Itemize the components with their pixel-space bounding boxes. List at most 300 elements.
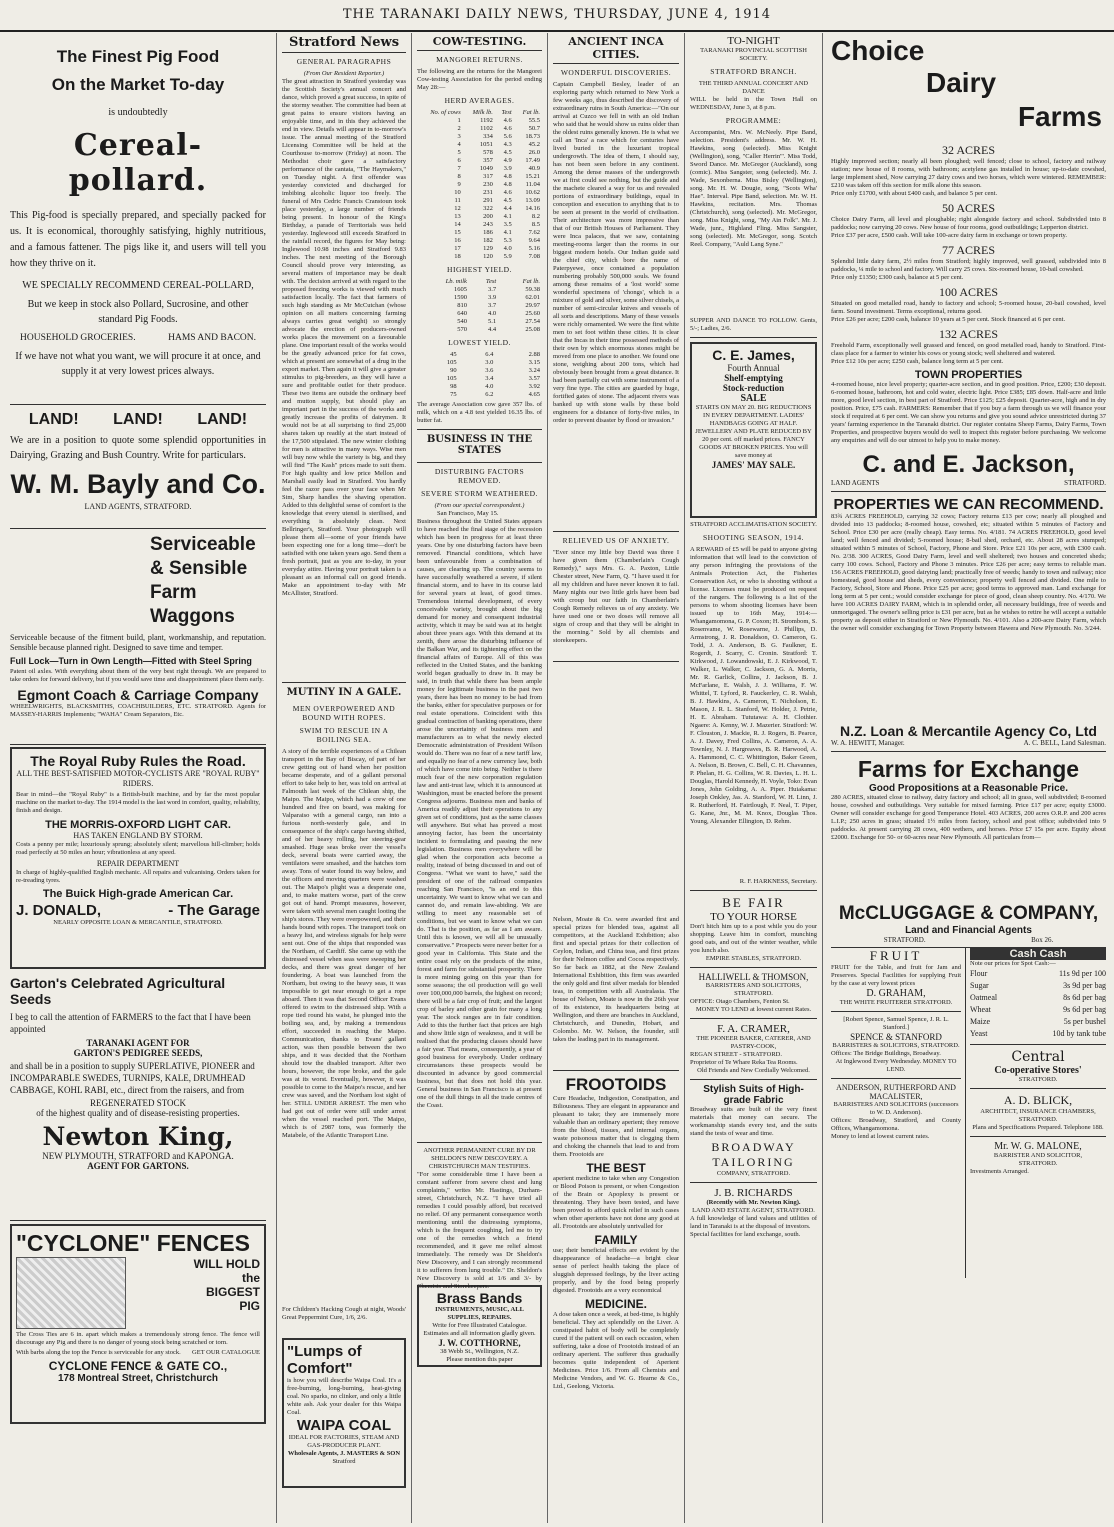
table-cell: 29.97 xyxy=(525,302,540,309)
table-cell: 3.5 xyxy=(503,221,512,228)
average-cow-note: The average Association cow gave 357 lbs. of milk, which on a 4.8 test yielded 16.35 lbs. of butter fat. xyxy=(417,401,542,424)
concert-details: WILL be held in the Town Hall on WEDNESDAY, June 3, at 8 p.m. xyxy=(690,96,817,111)
broadway-sub: COMPANY, STRATFORD. xyxy=(716,1170,791,1177)
table-cell: 17.49 xyxy=(525,157,540,164)
brass-bands-body: Write for Free Illustrated Catalogue. Estimates and all information gladly given. xyxy=(423,1322,536,1337)
mccluggage-name: McCLUGGAGE & COMPANY, xyxy=(838,903,1099,924)
table-cell: 14 xyxy=(454,221,461,228)
table-row xyxy=(417,302,542,310)
stratford-news-title: Stratford News xyxy=(282,35,406,53)
malone-sub: BARRISTER AND SOLICITOR, xyxy=(993,1152,1083,1159)
table-cell: 578 xyxy=(483,149,493,156)
royal-ruby-heading: The Royal Ruby Rules the Road. xyxy=(30,753,246,769)
james-name: C. E. James, xyxy=(712,347,795,363)
table-row xyxy=(417,310,542,318)
acres-32-heading: 32 ACRES xyxy=(941,143,995,157)
properties-recommend-heading: PROPERTIES WE CAN RECOMMEND. xyxy=(833,496,1104,513)
acres-132-heading: 132 ACRES xyxy=(938,327,998,341)
table-cell: 1 xyxy=(457,117,461,124)
bayly-sub: LAND AGENTS, STRATFORD. xyxy=(84,502,192,511)
table-cell: 9.64 xyxy=(528,237,540,244)
yield-column-header: Fat lb. xyxy=(522,278,540,285)
donald-sub: NEARLY OPPOSITE LOAN & MERCANTILE, STRATFORD. xyxy=(53,919,223,926)
table-row xyxy=(417,375,542,383)
spence-offices: Offices: The Bridge Buildings, Broadway. xyxy=(831,1050,941,1057)
table-row xyxy=(417,383,542,391)
waipa-body: is how you will describe Waipa Coal. It's a free-burning, long-burning, heat-giving coal. No sparks, no clinker, and only a little white ash. Ask your dealer for this Waipa Coal. xyxy=(287,1377,401,1416)
cash-heading: Cash Cash xyxy=(970,948,1106,960)
table-cell: 3.15 xyxy=(528,359,540,366)
business-body: Business throughout the United States appears to have reached the final stage of the recession which has been in progress for at least three years. One by one disturbing factors have been removed. Financial conditions, which have been unfavourable from a combination of causes, are clearing up. The country seems to have successfully weathered a severe, if silent financial storm, and to have in its course laid for several years at least, of good times. Tremendous internal development, of every conceivable variety, brought about the big demand for money and consequent industrial activity, which it may be said was at its height about three years ago. With this demand at its zenith, there arose the disturbing influence of the Balkan War, and its tightening effect on the financial affairs of Europe. All of this was reflected in the United States, and the banking world began gradually to draw in. It may be said, in truth that while there has been ample money for legitimate business in the past two years, there has been no money to be had from the banks, either for speculative purposes or for real estate operations. Coincident with this gradual contraction of banking operations, there arose the uncertainty of business men and manufacturers as to what the newly elected Democratic administration of President Wilson would do. There was no fear of a new tariff law, and equally no fear of a new currency law, both of which have come into being. Neither is there much fear of the new corporation regulation law and anti-trust law, which it is announced at Washington, must be enacted before the present Congress adjourns. Business men and banks of America readily adjust their operations to any given set of conditions, just as the same classes will anywhere. But what has proved a most annoying factor, has been the uncertainty incident to formulating and passing the new legislation. Business men everywhere will be glad when the corporation acts become a reality, instead of being discussed in and out of Congress. "What we want to have," said the president of one of the railroad companies reaching San Francisco, "is an end to this uncertainty. We want to know what we can and cannot do, and remain law-abiding. We are willing to meet any reasonable set of conditions, but we want to know what we can do. That is the position, as far as I am aware. Until this is known, we will all be unusually conservative." Prospects were never better for a good year in California. This State and the entire coast rely on the products of the mine, forest and farm for substantial prosperity. There is more mining going on this year than for some seasons; the oil production will go well over 100,000,000 barrels, the highest on record; there will be a fair crop of fruit; and the largest crop of barley and other grain for many a long year. The stock ranges are in fair condition. Add to this the further fact that prices are high and show little sign of weakness, and it will be realised that the producing classes should have a fair year. That means, consequently, a year of good business for everybody. Under ordinary circumstances these prospects would be discounted in advance by good commercial business, but that does not hold this year. General business in San Francisco is at present one of the dull things in all the trade centres of the Coast. xyxy=(417,518,542,1109)
richards-body: A full knowledge of land values and utilities of land in Taranaki is at the disposal of investors. xyxy=(690,1215,817,1230)
fruit-body: FRUIT for the Table, and fruit for Jam and Preserves. Special Facilities for supplying Fruit by the case at very lowest prices xyxy=(831,964,961,987)
best-heading: THE BEST xyxy=(586,1161,646,1175)
cow-testing-title: COW-TESTING. xyxy=(417,35,542,51)
cyclone-caption: With barbs along the top the Fence is serviceable for any stock. xyxy=(16,1349,181,1356)
table-cell: 322 xyxy=(483,205,493,212)
waipa-coal-name: WAIPA COAL xyxy=(296,1417,392,1434)
column-3 xyxy=(412,33,548,1523)
recommend-line: WE SPECIALLY RECOMMEND CEREAL-POLLARD, xyxy=(22,280,254,291)
newton-king-agent: AGENT FOR GARTONS. xyxy=(87,1161,189,1171)
table-cell: 15 xyxy=(454,229,461,236)
groceries-line xyxy=(10,333,266,343)
table-cell: 317 xyxy=(483,173,493,180)
royal-ruby-body: Bear in mind—the "Royal Ruby" is a British-built machine, and by far the most popular machine on the market to-day. The 1914 model is the last word in comfort, quality, reliability, finish and design. xyxy=(16,791,260,814)
cash-price-list xyxy=(970,968,1106,1040)
childrens-cough: For Children's Hacking Cough at night, Woods' Great Peppermint Cure, 1/6, 2/6. xyxy=(282,1306,406,1321)
table-cell: 540 xyxy=(457,318,467,325)
family-heading: FAMILY xyxy=(594,1233,638,1247)
table-cell: 4.5 xyxy=(503,149,512,156)
morris-oxford-body: Costs a penny per mile; luxuriously sprung; absolutely silent; marvellous hill-climber; holds road perfectly at 50 miles an hour; vibrationless at any speed. xyxy=(16,841,260,856)
mccluggage-box: Box 26. xyxy=(1031,936,1054,944)
malone-town: STRATFORD. xyxy=(1018,1160,1058,1167)
table-cell: 3.9 xyxy=(488,294,497,301)
table-row xyxy=(417,221,542,229)
broadway-tailoring: BROADWAY TAILORING xyxy=(711,1140,796,1169)
bayly-ad xyxy=(10,411,266,529)
pig-food-ad xyxy=(10,47,266,405)
table-cell: 3.92 xyxy=(528,383,540,390)
table-cell: 8.5 xyxy=(531,221,540,228)
table-cell: 4.4 xyxy=(488,326,497,333)
general-paragraphs: GENERAL PARAGRAPHS xyxy=(296,57,392,66)
jackson-name: C. and E. Jackson, xyxy=(862,451,1075,478)
table-cell: 62.01 xyxy=(525,294,540,301)
business-states-heading: BUSINESS IN THE STATES xyxy=(426,434,533,456)
table-cell: 2 xyxy=(457,125,461,132)
cyclone-the: the xyxy=(242,1271,260,1285)
fence-illustration xyxy=(16,1257,126,1329)
cereal-pollard-title: Cereal-pollard. xyxy=(68,128,208,198)
garton-agent: TARANAKI AGENT FOR xyxy=(86,1038,190,1048)
herd-column-header: No. of cows xyxy=(430,109,461,116)
table-cell: 4.3 xyxy=(503,141,512,148)
groceries-right: HAMS AND BACON. xyxy=(168,333,256,343)
halliwell-money: MONEY TO LEND at lowest current Rates. xyxy=(695,1006,812,1013)
acres-132-price: Price £12 10s per acre; £250 cash, balance long term at 5 per cent. xyxy=(831,358,1004,365)
waggon-h1: Serviceable xyxy=(150,534,256,555)
waggon-body-2: Patent oil axles. With everything about them of the very best right through. We are prepared to take orders for forward delivery, but if you would save time and disappointment place them early. xyxy=(10,668,266,683)
anderson-body: Offices: Broadway, Stratford, and County Offices, Whangamomona. xyxy=(831,1117,961,1132)
cash-price-row xyxy=(970,992,1106,1004)
highest-yield-table xyxy=(417,278,542,334)
pig-food-undoubtedly: is undoubtedly xyxy=(108,107,168,118)
waipa-coal-ad xyxy=(282,1338,406,1488)
cyclone-will-hold: WILL HOLD xyxy=(193,1257,260,1271)
table-row xyxy=(417,359,542,367)
table-cell: 182 xyxy=(483,237,493,244)
table-row xyxy=(417,213,542,221)
halliwell-sub: BARRISTERS AND SOLICITORS, STRATFORD. xyxy=(705,982,802,997)
table-cell: 1590 xyxy=(453,294,467,301)
table-cell: 5.6 xyxy=(503,133,512,140)
richards-land: LAND AND ESTATE AGENT, STRATFORD. xyxy=(692,1207,815,1214)
mccluggage-town: STRATFORD. xyxy=(883,936,926,944)
cash-price: 9s 6d per bag xyxy=(1063,1005,1106,1014)
column-5 xyxy=(685,33,823,1523)
cash-item: Wheat xyxy=(970,1005,991,1014)
nz-loan-salesman: A. C. BELL, Land Salesman. xyxy=(1023,739,1106,747)
mutiny-body: A story of the terrible experiences of a Chilean transport in the Bay of Biscay, of part of her crew getting out of hand when her position became desperate, and of a gallant personal effort to take help to her, was told on arrival at Falmouth last week of the Chilean ship, the Maipo. The Maipo, which had a crew of one hundred and five on board, was making for Valparaiso with a general cargo, ran into a furious north-westerly gale, and in consequence of the ship's cargo having shifted, and of her heavy rolling, her steering-gear smashed. Huge seas broke over the vessel's deck, several boats were carried away, the ventilators were smashed, and the hatches torn away. Tons of water found its way below, and the officers and moving quarters were washed out. The Maipo's plight was a desperate one, and, to make matters worse, part of the crew got out of hand. Prompt measures, however, were taken with several men caught looting the ship's stores. They were overpowered, and their hands bound with ropes. The transport took on a heavy list, and wireless signals for help were sent out. One of the ships that responded was the Northam, of Cardiff. She came up with the distressed vessel when seas were sweeping her decks, and there was great danger of her foundering. A boat was launched from the Northam, but owing to the heavy seas, it was impossible to get near enough to get a rope aboard. Then it was that Second Officer Evans offered to swim to the distressed ship. With a rope tied round his waist, he plunged into the boiling sea, and, by making a tremendous effort, succeeded in reaching the Maipo. Communication, thanks to Evans' gallant action, was then possible between the two ships, and it was decided that the Northam should tow the disabled transport. After two hours, however, the rope broke, and the gale was at its worst. Eventually, however, it was possible to come to the Maipo's rescue, and her crew was saved, and the Northam lost sight of her. STILL UNDER ARREST. The men who had got out of order were still under arrest when the vessel reached port. The Maipo, which is of 2987 tons, was formerly the Matabele, of the Atlantic Transport Line. xyxy=(282,748,406,1139)
table-row xyxy=(417,237,542,245)
waggon-ad xyxy=(10,533,266,745)
town-properties-heading: TOWN PROPERTIES xyxy=(914,369,1023,381)
table-cell: 27.54 xyxy=(525,318,540,325)
table-cell: 11 xyxy=(454,197,461,204)
cash-item: Sugar xyxy=(970,981,989,990)
business-sub-2: SEVERE STORM WEATHERED. xyxy=(421,489,538,498)
table-cell: 570 xyxy=(457,326,467,333)
table-cell: 291 xyxy=(483,197,493,204)
table-cell: 12 xyxy=(454,205,461,212)
bottom-ads xyxy=(831,947,1106,1278)
table-cell: 4.9 xyxy=(503,157,512,164)
acres-100-price: Price £26 per acre; £200 cash, balance 10 years at 5 per cent. Stock financed at 6 per cent. xyxy=(831,316,1066,323)
acres-100-body: Situated on good metalled road, handy to factory and school; 5-roomed house, 20-bail cowshed, level farm. Sound investment. Terms exceptional, returns good. xyxy=(831,300,1106,315)
table-cell: 55.5 xyxy=(528,117,540,124)
town-properties-body: 4-roomed house, nice level property; quarter-acre section, and in good position. Price, £200; £30 deposit. 6-roomed house, bathroom, hot and cold water, electric light. Price £385; £85 down. Half-acre and little more, good level section, in best part of Stratford. Price £125; £25 deposit. Quarter-acre, high and in dry position. Price, £75 cash. FARMERS: Remember that if you buy a farm through us we will finance your stock if required at 6 per cent. We can show you returns and give you sound advice unrestricted during 37 years' farming experience in the Taranaki district. Our register contains Sheep Farms, Dairy Farms, Town Properties, and prospective buyers would do well to inspect this register before purchasing. We welcome any enquiries and will do our utmost to help you to make money. xyxy=(831,381,1106,444)
groceries-left: HOUSEHOLD GROCERIES. xyxy=(20,333,136,343)
be-fair-body: Don't hitch him up to a post while you do your shopping. Leave him in comfort, munching good oats, and out of the winter weather, while you lunch also. xyxy=(690,923,817,954)
james-line-3: Stock-reduction xyxy=(722,383,785,393)
egmont-coach-name: Egmont Coach & Carriage Company xyxy=(17,687,259,703)
table-cell: 231 xyxy=(483,189,493,196)
table-cell: 1051 xyxy=(479,141,493,148)
mutiny-sub-2: SWIM TO RESCUE IN A BOILING SEA. xyxy=(299,726,389,744)
donald-name: J. DONALD, xyxy=(16,902,102,919)
newton-king-towns: NEW PLYMOUTH, STRATFORD and KAPONGA. xyxy=(42,1151,234,1161)
nz-loan-manager: W. A. HEWITT, Manager. xyxy=(831,739,905,747)
lowest-yield-table xyxy=(417,351,542,399)
cash-intro: Note our prices for Spot Cash:— xyxy=(970,960,1056,967)
table-cell: 4.1 xyxy=(503,213,512,220)
cyclone-heading: "CYCLONE" FENCES xyxy=(16,1230,250,1256)
column-1 xyxy=(0,33,277,1523)
egmont-coach-sub: WHEELWRIGHTS, BLACKSMITHS, COACHBUILDERS, ETC. STRATFORD. Agents for MASSEY-HARRIS Implements; "WAHA" Cream Separators, Etc. xyxy=(10,703,266,718)
table-row xyxy=(417,229,542,237)
cyclone-address: 178 Montreal Street, Christchurch xyxy=(57,1373,219,1384)
table-row xyxy=(417,391,542,399)
table-cell: 40.9 xyxy=(528,165,540,172)
cash-price: 5s per bushel xyxy=(1063,1017,1106,1026)
blick-name: A. D. BLICK, xyxy=(1003,1093,1073,1107)
cash-price-row xyxy=(970,1004,1106,1016)
choice-dairy-header xyxy=(831,35,1106,143)
table-cell: 5.1 xyxy=(488,318,497,325)
table-cell: 5.16 xyxy=(528,245,540,252)
garton-body: and shall be in a position to supply SUPERLATIVE, PIONEER and INCOMPARABLE SWEDES, TURNIPS, KALE, DRUMHEAD CABBAGE, KOHL RABI, etc., direct from the raisers, and from xyxy=(10,1061,255,1095)
table-row xyxy=(417,326,542,334)
land-body: We are in a position to quote some splendid opportunities in Dairying, Grazing and Bush Country. Write for particulars. xyxy=(10,435,266,461)
table-cell: 90 xyxy=(450,367,457,374)
garton-ad xyxy=(10,975,266,1221)
buick-line: The Buick High-grade American Car. xyxy=(42,888,234,900)
garton-intro: I beg to call the attention of FARMERS to the fact that I have been appointed xyxy=(10,1012,251,1034)
acclimatisation-society: STRATFORD ACCLIMATISATION SOCIETY. xyxy=(690,521,817,528)
graham-name: D. GRAHAM, xyxy=(866,988,926,999)
table-cell: 7.08 xyxy=(528,253,540,260)
cyclone-body: The Cross Ties are 6 in. apart which makes a tremendously strong fence. The fence will discourage any Pig and there is no danger of young stock being scratched or torn. xyxy=(16,1331,260,1346)
garton-pedigree: GARTON'S PEDIGREE SEEDS, xyxy=(73,1048,203,1058)
table-row xyxy=(417,157,542,165)
garton-heading: Garton's Celebrated Agricultural xyxy=(10,975,226,991)
cash-price: 3s 9d per bag xyxy=(1063,981,1106,990)
central-heading: Central xyxy=(1011,1049,1065,1065)
inca-title: ANCIENT INCA CITIES. xyxy=(553,35,679,64)
table-row xyxy=(417,286,542,294)
masthead: THE TARANAKI DAILY NEWS, THURSDAY, JUNE 4, 1914 xyxy=(0,0,1114,32)
central-coop: Co-operative Stores' xyxy=(994,1065,1082,1076)
donald-garage: - The Garage xyxy=(168,902,260,919)
table-cell: 7 xyxy=(457,165,461,172)
table-cell: 4.6 xyxy=(503,189,512,196)
waggon-h4: Waggons xyxy=(150,606,235,627)
table-cell: 4.65 xyxy=(528,391,540,398)
acres-50-heading: 50 ACRES xyxy=(941,201,995,215)
cyclone-company: CYCLONE FENCE & GATE CO., xyxy=(48,1359,228,1373)
table-cell: 1192 xyxy=(480,117,493,124)
programme-heading: PROGRAMME: xyxy=(725,116,782,125)
morris-oxford: THE MORRIS-OXFORD LIGHT CAR. xyxy=(45,819,231,831)
yield-column-header: Test xyxy=(485,278,497,285)
land-heading: LAND! LAND! LAND! xyxy=(28,411,248,428)
table-cell: 98 xyxy=(450,383,457,390)
bottom-left-ads xyxy=(831,948,966,1278)
cash-item: Flour xyxy=(970,969,988,978)
cash-item: Oatmeal xyxy=(970,993,998,1002)
horse-heading: TO YOUR HORSE xyxy=(710,911,797,923)
cash-price-row xyxy=(970,968,1106,980)
be-fair-heading: BE FAIR xyxy=(722,895,785,910)
pig-food-heading: The Finest Pig Food xyxy=(56,47,220,66)
table-cell: 26.0 xyxy=(528,149,540,156)
malone-name: Mr. W. G. MALONE, xyxy=(994,1141,1082,1152)
table-cell: 25.60 xyxy=(525,310,540,317)
acres-32-price: Price only £1700, with about £400 cash, and balance 5 per cent. xyxy=(831,190,998,197)
spence-names: [Robert Spence, Samuel Spence, J. R. L. Stanford.] xyxy=(843,1016,949,1031)
table-cell: 14.16 xyxy=(525,205,540,212)
table-cell: 50.7 xyxy=(528,125,540,132)
cyclone-ad xyxy=(10,1224,266,1424)
cramer-address: REGAN STREET - STRATFORD. xyxy=(690,1051,782,1058)
table-cell: 4.0 xyxy=(485,383,494,390)
table-cell: 3.0 xyxy=(485,359,494,366)
table-cell: 59.38 xyxy=(525,286,540,293)
third-annual-concert: THE THIRD ANNUAL CONCERT AND DANCE xyxy=(698,80,809,95)
waipa-sub: IDEAL FOR FACTORIES, STEAM AND GAS-PRODUCER PLANT. xyxy=(288,1434,400,1449)
table-cell: 5.9 xyxy=(503,253,512,260)
stratford-branch: STRATFORD BRANCH. xyxy=(710,67,797,76)
stylish-body: Broadway suits are built of the very finest materials that money can secure. The workmanship stands every test, and the suits stand the tests of wear and time. xyxy=(690,1106,817,1137)
halliwell-office: OFFICE: Otago Chambers, Fenton St. xyxy=(690,998,790,1005)
table-cell: 4.0 xyxy=(488,310,497,317)
table-cell: 3.57 xyxy=(528,375,540,382)
richards-name: J. B. RICHARDS xyxy=(714,1187,793,1199)
table-cell: 3 xyxy=(457,133,461,140)
sheldon-heading: ANOTHER PERMANENT CURE BY DR SHELDON'S NEW DISCOVERY. A CHRISTCHURCH MAN TESTIFIES. xyxy=(423,1147,536,1170)
cash-price-row xyxy=(970,1028,1106,1040)
brass-bands-name: J. W. COTTHORNE, xyxy=(438,1338,521,1348)
sheldon-body: "For some considerable time I have been a constant sufferer from severe chest and lung complaints," writes Mr. Hastings, Durham-street, Christchurch, N.Z. "I have tried all remedies I could possibly afford, but received no relief. Of any permanent consequence worth mentioning until the distressing symptoms, which is the frequent coughing, led me to try one of the remedies which a friend recommended, and it gave me relief almost immediately. The remedy was Dr Sheldon's New Discovery, and I can strongly recommend it to sufferers from lung trouble." Dr. Sheldon's New Discovery is sold at 1/6 and 3/- by Chemists and Storekeepers. xyxy=(417,1171,542,1290)
cash-price: 8s 6d per bag xyxy=(1063,993,1106,1002)
acres-77-price: Price only £1350; £300 cash, balance at 5 per cent. xyxy=(831,274,964,281)
table-cell: 334 xyxy=(483,133,493,140)
waggon-steel-spring: Full Lock—Turn in Own Length—Fitted with Steel Spring xyxy=(10,656,252,666)
table-row xyxy=(417,117,542,125)
anderson-sub: BARRISTERS AND SOLICITORS (successors to W. D. Anderson). xyxy=(833,1101,959,1116)
frootoids-body: Cure Headache, Indigestion, Constipation, and Biliousness. They are elegant in appearance and pleasant to take; they are immensely more valuable than an ordinary aperient; they remove from the blood, tissues, and internal organs, waste poisonous matter that is clogging them and choking the channels that lead to and from them. Frootoids are xyxy=(553,1095,679,1158)
cramer-welcome: Old Friends and New Cordially Welcomed. xyxy=(697,1067,810,1074)
table-row xyxy=(417,294,542,302)
cramer-sub: THE PIONEER BAKER, CATERER, AND PASTRY-COOK, xyxy=(696,1035,811,1050)
brass-bands-ad xyxy=(417,1285,542,1367)
farms-exchange-sub: Good Propositions at a Reasonable Price. xyxy=(869,783,1068,794)
best-body: aperient medicine to take when any Congestion or Blood Poison is present, or when Congestion of the Brain or Apoplexy is present or threatening. They have been tested, and have been proved to afford quick relief in such cases when other aperients have not done any good at all. Frootoids are absolutely unrivalled for xyxy=(553,1175,679,1230)
table-cell: 2.88 xyxy=(528,351,540,358)
comfort-heading: Comfort" xyxy=(287,1360,353,1377)
cramer-name: F. A. CRAMER, xyxy=(717,1023,790,1035)
table-cell: 640 xyxy=(457,310,467,317)
garton-regen: REGENERATED STOCK xyxy=(89,1098,187,1108)
table-row xyxy=(417,173,542,181)
table-cell: 5.3 xyxy=(503,237,512,244)
table-cell: 243 xyxy=(483,221,493,228)
table-cell: 6.4 xyxy=(485,351,494,358)
acres-50-price: Price £37 per acre, £500 cash. Will take 100-acre dairy farm in exchange or town property. xyxy=(831,232,1067,239)
mangorei-returns: MANGOREI RETURNS. xyxy=(436,55,523,64)
table-cell: 75 xyxy=(450,391,457,398)
table-cell: 45 xyxy=(450,351,457,358)
nz-loan-line xyxy=(831,739,1106,747)
james-line-1: Fourth Annual xyxy=(727,363,780,373)
garton-seeds: Seeds xyxy=(10,991,52,1007)
acres-50-body: Choice Dairy Farm, all level and ploughable; right alongside factory and school. Subdivided into 8 paddocks; now carrying 20 cows. New house of four rooms, good outbuildings; Lepperton district. xyxy=(831,216,1106,231)
table-cell: 3.9 xyxy=(503,165,512,172)
cash-item: Maize xyxy=(970,1017,990,1026)
table-cell: 1049 xyxy=(479,165,493,172)
acres-100-heading: 100 ACRES xyxy=(938,285,998,299)
table-cell: 200 xyxy=(483,213,493,220)
mccluggage-sub: Land and Financial Agents xyxy=(905,925,1032,936)
herd-averages-heading: HERD AVERAGES. xyxy=(444,96,515,105)
royal-ruby-ad xyxy=(10,747,266,969)
table-row xyxy=(417,318,542,326)
cramer-body: Proprietor of Te Whare Reka Tea Rooms. xyxy=(690,1059,798,1066)
repair-heading: REPAIR DEPARTMENT xyxy=(96,859,180,868)
pig-food-procure: If we have not what you want, we will procure it at once, and supply it at very lowest prices always. xyxy=(15,351,261,377)
yield-column-header: Lb. milk xyxy=(445,278,467,285)
programme-body: Accompanist, Mrs. W. McNeely. Pipe Band, selection. President's address. Mr. W. H. Hawkins, song (selected). Miss Knight (Wellington), song, "Caller Herrin'". Miss Todd, Sword Dance. Mr. McGregor (Auckland), song (comic). Miss Sangster, song (selected). Mr. J. Wade, Sexonberna. Miss Bisley (Wellington), song. Mr. H. W. Dougie, song, "Scots Wha' Hae". Interval. Pipe Band, selection. Mr. W. H. Hawkins, recitation. Mrs. Thomas (Christchurch), song (selected). Mr. McGregor, song. Miss Knight, song, "My Ain Folk". Mr. J. Wade, junr., Highland Fling. Miss Sangster, song (selected). Mr. McGregor, song. Scotch Reel. Company, "Auld Lang Syne." xyxy=(690,129,817,248)
spence-body: At Inglewood Every Wednesday. MONEY TO LEND. xyxy=(835,1058,957,1073)
acres-132-body: Freehold Farm, exceptionally well grassed and fenced, on good metalled road, handy to Stratford. First-class place for a farmer to winter his cows or young stock; well sheltered and watered. xyxy=(831,342,1106,357)
shooting-season: SHOOTING SEASON, 1914. xyxy=(702,533,804,542)
inca-sub: WONDERFUL DISCOVERIES. xyxy=(560,68,672,77)
lowest-yield-heading: LOWEST YIELD. xyxy=(448,338,511,347)
medicine-body: A dose taken once a week, at bed-time, is highly beneficial. They act splendidly on the Liver. A constipated habit of body will be completely cured if the patient will on each occasion, when suffering, take a dose of Frootoids instead of an ordinary aperient. The sufferer thus gradually becomes quite independent of Aperient Medicines. Price 1/6. From all Chemists and Medicine Vendors, and W. G. Hearne & Co., Ltd., Geelong, Victoria. xyxy=(553,1311,679,1390)
table-cell: 3.7 xyxy=(488,302,497,309)
richards-body-2: Special facilities for land exchange, south. xyxy=(690,1231,801,1238)
supper-line: SUPPER AND DANCE TO FOLLOW. Gents, 5/-; Ladies, 2/6. xyxy=(690,317,817,332)
table-cell: 4.8 xyxy=(503,181,512,188)
table-row xyxy=(417,197,542,205)
herd-column-header: Milk lb. xyxy=(472,109,493,116)
column-4 xyxy=(548,33,685,1523)
farms-exchange-body: 280 ACRES, situated close to railway, dairy factory and school; all in grass, well subdivided; 8-roomed house, cowshed and outbuildings. Very suitable for mixed farming. Price £17 per acre; equity £3000. Owner will consider exchange for good Temperance Hotel. 403 ACRES, 200 acres O.R.P. and 200 acres L.I.P.; 250 acres in grass; situated 1½ miles from factory, school and post office; subdivided into 9 paddocks. At present carrying 28 cows, 400 wethers, and horses. Price £7 15s per acre. Equity about £2000. Exchange for 50- or 60-acres near New Plymouth. All particulars from— xyxy=(831,794,1106,841)
lumps-heading: "Lumps of xyxy=(287,1343,362,1360)
herd-averages-table xyxy=(417,109,542,261)
bottom-right-ads xyxy=(966,948,1106,1278)
table-cell: 18 xyxy=(454,253,461,260)
table-row xyxy=(417,253,542,261)
business-source: (From our special correspondent.) xyxy=(434,502,525,509)
waggon-h3: Farm xyxy=(150,582,197,603)
cash-price: 10d by tank tube xyxy=(1052,1029,1106,1038)
table-cell: 10 xyxy=(454,189,461,196)
table-row xyxy=(417,165,542,173)
spence-sub: BARRISTERS & SOLICITORS, STRATFORD. xyxy=(832,1042,960,1049)
table-cell: 3.24 xyxy=(528,367,540,374)
table-row xyxy=(417,181,542,189)
table-row xyxy=(417,149,542,157)
anxiety-heading: RELIEVED US OF ANXIETY. xyxy=(562,536,670,545)
waipa-agent: Wholesale Agents, J. MASTERS & SON xyxy=(287,1450,401,1457)
table-cell: 105 xyxy=(446,359,457,366)
morris-oxford-sub: HAS TAKEN ENGLAND BY STORM. xyxy=(73,831,203,840)
empire-stables: EMPIRE STABLES, STRATFORD. xyxy=(705,955,802,962)
donald-line xyxy=(16,902,260,919)
blick-body: Plans and Specifications Prepared. Telephone 188. xyxy=(972,1124,1104,1131)
table-cell: 105 xyxy=(446,375,457,382)
table-cell: 6 xyxy=(457,157,461,164)
properties-recommend-body: 83¾ ACRES FREEHOLD, carrying 32 cows; Factory returns £13 per cow; nearly all ploughed and divided into 13 paddocks; 8-roomed house, cowshed, etc; situated within 5 minutes of Factory and School. Price £30 per acre (really cheap). Easy terms. No. 4/181. 74 ACRES FREEHOLD, good level land; well fenced and divided; 5-roomed house; 8-bail shed, orchard, etc. About 28 acres stumped; situated within 5 minutes of School, Factory, Phone and Store. Price £21 10s per acre, with £300 cash. No. 2/38. 300 ACRES, Good Dairy Farm, level and well sheltered; two houses and concreted sheds; carry 100 cows. School, Factory and Phone 3 minutes. Price £26 per acre; easy terms to reliable man. 156 ACRES FREEHOLD, good dairying land; practically free of weeds; handy to town and railway; nice homestead, good house and sheds, every convenience; property well fenced and divided. One mile to Factory, School, Store and Phone. Price £25 per acre; good terms to approved man. Land exchange for long term at 5 per cent.; would consider exchange for piece of good, clean sheep country. No. 4/170. We have 100 ACRES DAIRY FARM, which is in splendid order, all necessary buildings, free of weeds and unmortgaged. The owner's selling price is £31 per acre, but as he wishes to retire he will accept a suitable property as deposit either in Stratford or New Plymouth. No. 4/101. Also a 200-acre Dairy Farm, which the owner will consider exchanging for Town Property between Hawera and New Plymouth. No. 3/244. xyxy=(831,513,1106,632)
scottish-society: TARANAKI PROVINCIAL SCOTTISH SOCIETY. xyxy=(700,47,807,62)
halliwell-name: HALLIWELL & THOMSON, xyxy=(698,972,809,982)
bayly-name: W. M. Bayly and Co. xyxy=(10,469,266,499)
central-town: STRATFORD. xyxy=(1018,1076,1058,1083)
mutiny-heading: MUTINY IN A GALE. xyxy=(286,687,402,698)
table-row xyxy=(417,189,542,197)
pig-food-stock: But we keep in stock also Pollard, Sucrosine, and other standard Pig Foods. xyxy=(27,299,249,325)
table-cell: 5 xyxy=(457,149,461,156)
james-line-2: Shelf-emptying xyxy=(724,373,783,383)
table-cell: 357 xyxy=(483,157,493,164)
nz-loan-name: N.Z. Loan & Mercantile Agency Co, Ltd xyxy=(840,723,1097,739)
column-2 xyxy=(277,33,412,1523)
table-cell: 810 xyxy=(457,302,467,309)
table-cell: 9 xyxy=(457,181,461,188)
